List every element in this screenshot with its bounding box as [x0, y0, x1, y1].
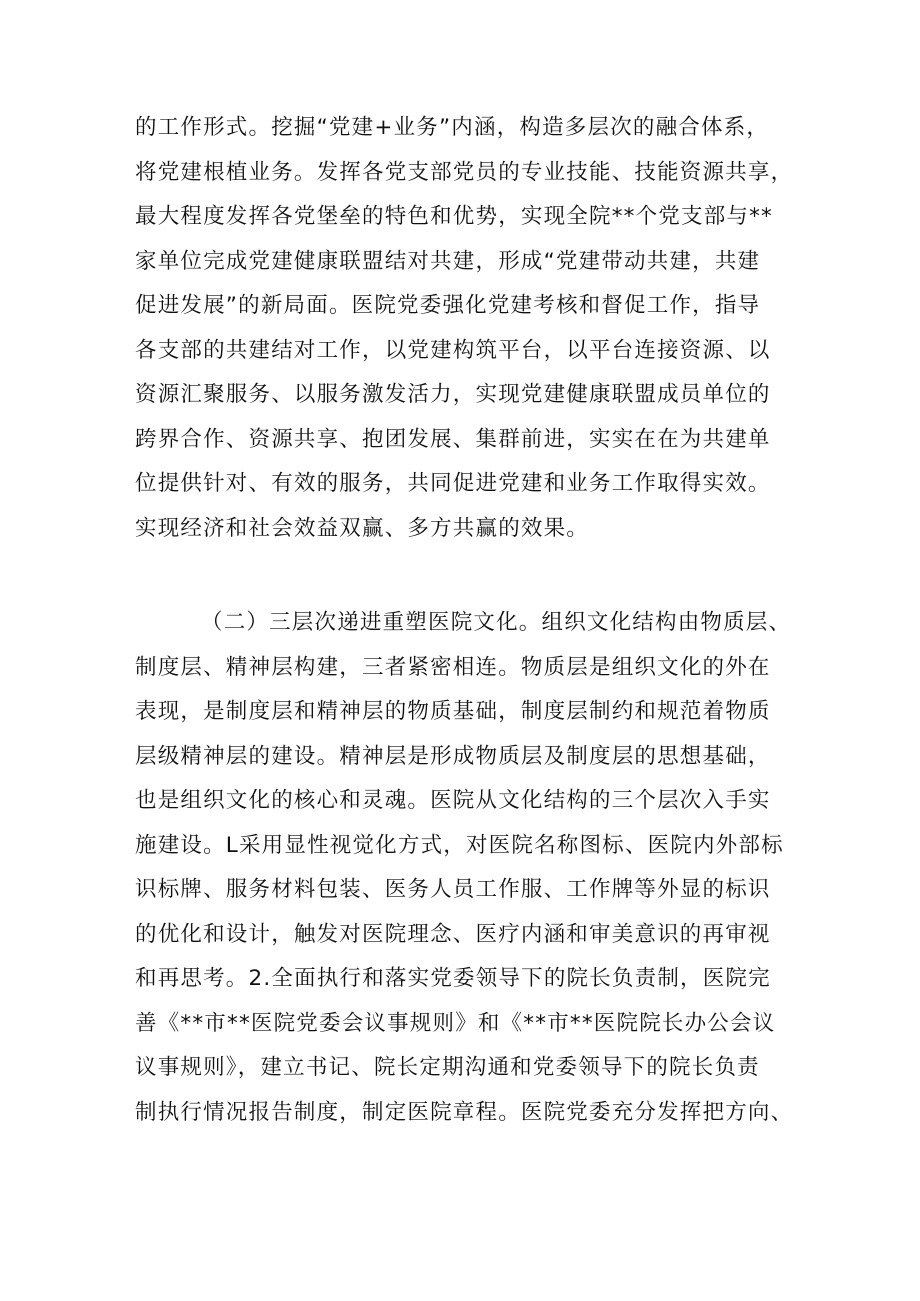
paragraph-1	[135, 106, 795, 551]
paragraph-1-line: 跨界合作、资源共享、抱团发展、集群前进，实实在在为共建单	[135, 426, 771, 452]
paragraph-2-line: 制执行情况报告制度，制定医院章程。医院党委充分发挥把方向、	[135, 1099, 794, 1125]
paragraph-2-line: 制度层、精神层构建，三者紧密相连。物质层是组织文化的外在	[135, 654, 771, 680]
paragraph-2-line: 表现，是制度层和精神层的物质基础，制度层制约和规范着物质	[135, 699, 771, 724]
paragraph-2	[135, 601, 795, 1135]
paragraph-1-line: 家单位完成党建健康联盟结对共建，形成“党建带动共建，共建	[135, 248, 761, 274]
paragraph-2-line: 识标牌、服务材料包装、医务人员工作服、工作牌等外显的标识	[135, 877, 771, 902]
paragraph-2-line: 层级精神层的建设。精神层是形成物质层及制度层的思想基础，	[135, 743, 771, 769]
paragraph-1-line: 最大程度发挥各党堡垒的特色和优势，实现全院**个党支部与**	[135, 204, 774, 229]
paragraph-2-line: 善《**市**医院党委会议事规则》和《**市**医院院长办公会议	[135, 1010, 776, 1036]
paragraph-2-line: 议事规则》，建立书记、院长定期沟通和党委领导下的院长负责	[135, 1055, 760, 1080]
paragraph-2-line: 施建设。L采用显性视觉化方式，对医院名称图标、医院内外部标	[135, 832, 784, 858]
paragraph-2-line: 也是组织文化的核心和灵魂。医院从文化结构的三个层次入手实	[135, 788, 771, 813]
paragraph-1-line: 实现经济和社会效益双赢、多方共赢的效果。	[135, 515, 590, 541]
paragraph-1-line: 位提供针对、有效的服务，共同促进党建和业务工作取得实效。	[135, 471, 771, 496]
paragraph-1-line: 资源汇聚服务、以服务激发活力，实现党建健康联盟成员单位的	[135, 382, 771, 407]
paragraph-1-line: 各支部的共建结对工作，以党建构筑平台，以平台连接资源、以	[135, 337, 771, 363]
paragraph-2-line: 和再思考。2.全面执行和落实党委领导下的院长负责制，医院完	[135, 966, 771, 991]
paragraph-2-line: 的优化和设计，触发对医院理念、医疗内涵和审美意识的再审视	[135, 921, 771, 947]
paragraph-2-heading-line: （二）三层次递进重塑医院文化。组织文化结构由物质层、	[201, 610, 792, 635]
paragraph-1-line: 将党建根植业务。发挥各党支部党员的专业技能、技能资源共享，	[135, 159, 794, 185]
paragraph-1-line: 促进发展”的新局面。医院党委强化党建考核和督促工作，指导	[135, 293, 761, 318]
paragraph-1-line: 的工作形式。挖掘“党建+业务”内涵，构造多层次的融合体系，	[135, 115, 770, 140]
